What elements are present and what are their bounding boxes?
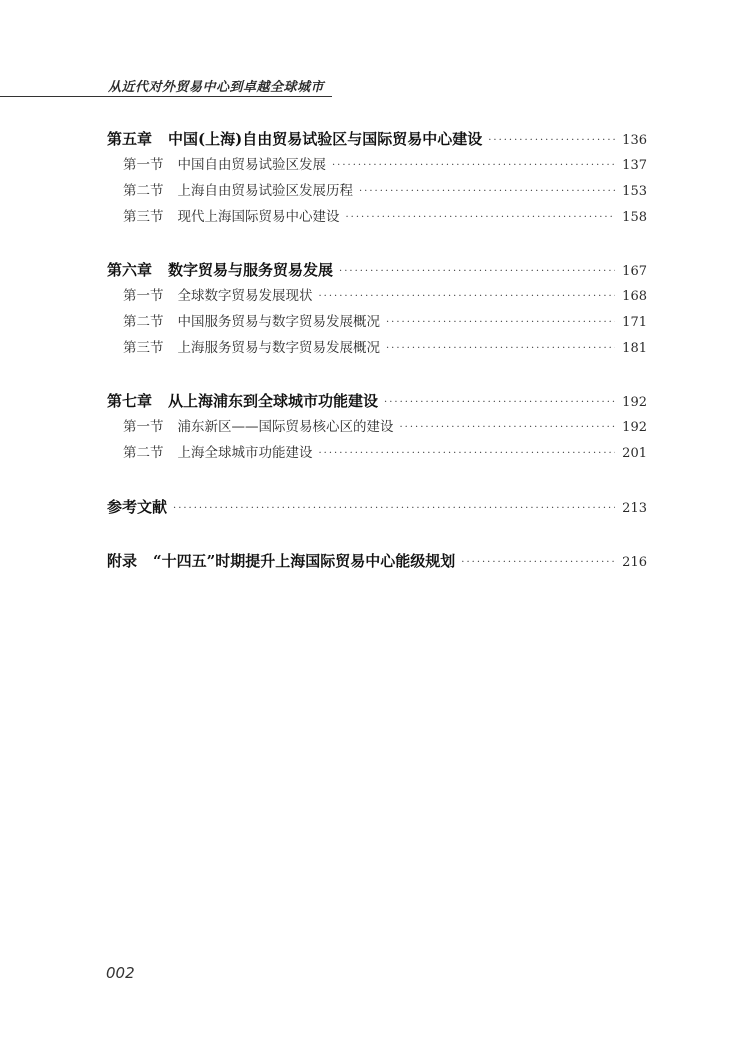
dot-leader [384, 390, 615, 416]
table-of-contents [107, 126, 647, 574]
running-header-title: 从近代对外贸易中心到卓越全球城市 [108, 80, 325, 95]
toc-section[interactable] [107, 283, 647, 309]
section-title: 浦东新区——国际贸易核心区的建设 [177, 419, 394, 435]
page-number: 158 [622, 210, 647, 225]
page-folio: 002 [106, 964, 135, 982]
toc-chapter-6[interactable] [107, 257, 647, 283]
appendix-label: 附录 [107, 552, 138, 570]
chapter-title: 从上海浦东到全球城市功能建设 [168, 392, 379, 410]
dot-leader [173, 496, 615, 522]
section-title: 现代上海国际贸易中心建设 [177, 209, 340, 225]
toc-appendix[interactable] [107, 548, 647, 574]
page-number: 167 [622, 264, 647, 279]
section-number: 第二节 [123, 445, 164, 461]
section-number: 第二节 [123, 314, 164, 330]
dot-leader [461, 550, 615, 576]
spacer [107, 520, 647, 548]
page-number: 201 [622, 446, 647, 461]
page-number: 153 [622, 184, 647, 199]
page-number: 137 [622, 158, 647, 173]
appendix-title: “十四五”时期提升上海国际贸易中心能级规划 [153, 552, 456, 570]
chapter-title: 数字贸易与服务贸易发展 [168, 261, 334, 279]
section-title: 上海服务贸易与数字贸易发展概况 [177, 340, 380, 356]
dot-leader [346, 205, 616, 231]
section-number: 第一节 [123, 157, 164, 173]
toc-chapter-5[interactable] [107, 126, 647, 152]
toc-section[interactable] [107, 414, 647, 440]
dot-leader [488, 128, 615, 154]
spacer [107, 361, 647, 388]
dot-leader [359, 179, 615, 205]
page-number: 213 [622, 501, 647, 516]
dot-leader [339, 259, 615, 285]
section-title: 上海自由贸易试验区发展历程 [177, 183, 353, 199]
section-title: 上海全球城市功能建设 [177, 445, 313, 461]
toc-references[interactable] [107, 494, 647, 520]
chapter-title: 中国(上海)自由贸易试验区与国际贸易中心建设 [168, 130, 483, 148]
dot-leader [319, 441, 616, 467]
header-rule [0, 96, 332, 97]
toc-section[interactable] [107, 440, 647, 466]
toc-section[interactable] [107, 335, 647, 361]
page-number: 216 [622, 555, 647, 570]
page-number: 192 [622, 395, 647, 410]
toc-chapter-7[interactable] [107, 388, 647, 414]
spacer [107, 466, 647, 494]
dot-leader [386, 310, 615, 336]
page-number: 136 [622, 133, 647, 148]
dot-leader [332, 153, 615, 179]
chapter-number: 第五章 [107, 130, 153, 148]
section-number: 第一节 [123, 419, 164, 435]
section-number: 第三节 [123, 209, 164, 225]
page-number: 171 [622, 315, 647, 330]
chapter-number: 第七章 [107, 392, 153, 410]
dot-leader [386, 336, 615, 362]
toc-section[interactable] [107, 204, 647, 230]
section-number: 第三节 [123, 340, 164, 356]
section-number: 第二节 [123, 183, 164, 199]
page-number: 181 [622, 341, 647, 356]
dot-leader [319, 284, 616, 310]
spacer [107, 230, 647, 257]
section-title: 全球数字贸易发展现状 [177, 288, 313, 304]
references-title: 参考文献 [107, 498, 168, 516]
toc-section[interactable] [107, 309, 647, 335]
dot-leader [400, 415, 616, 441]
section-title: 中国自由贸易试验区发展 [177, 157, 326, 173]
section-title: 中国服务贸易与数字贸易发展概况 [177, 314, 380, 330]
toc-section[interactable] [107, 152, 647, 178]
chapter-number: 第六章 [107, 261, 153, 279]
toc-section[interactable] [107, 178, 647, 204]
section-number: 第一节 [123, 288, 164, 304]
page-number: 192 [622, 420, 647, 435]
page-number: 168 [622, 289, 647, 304]
